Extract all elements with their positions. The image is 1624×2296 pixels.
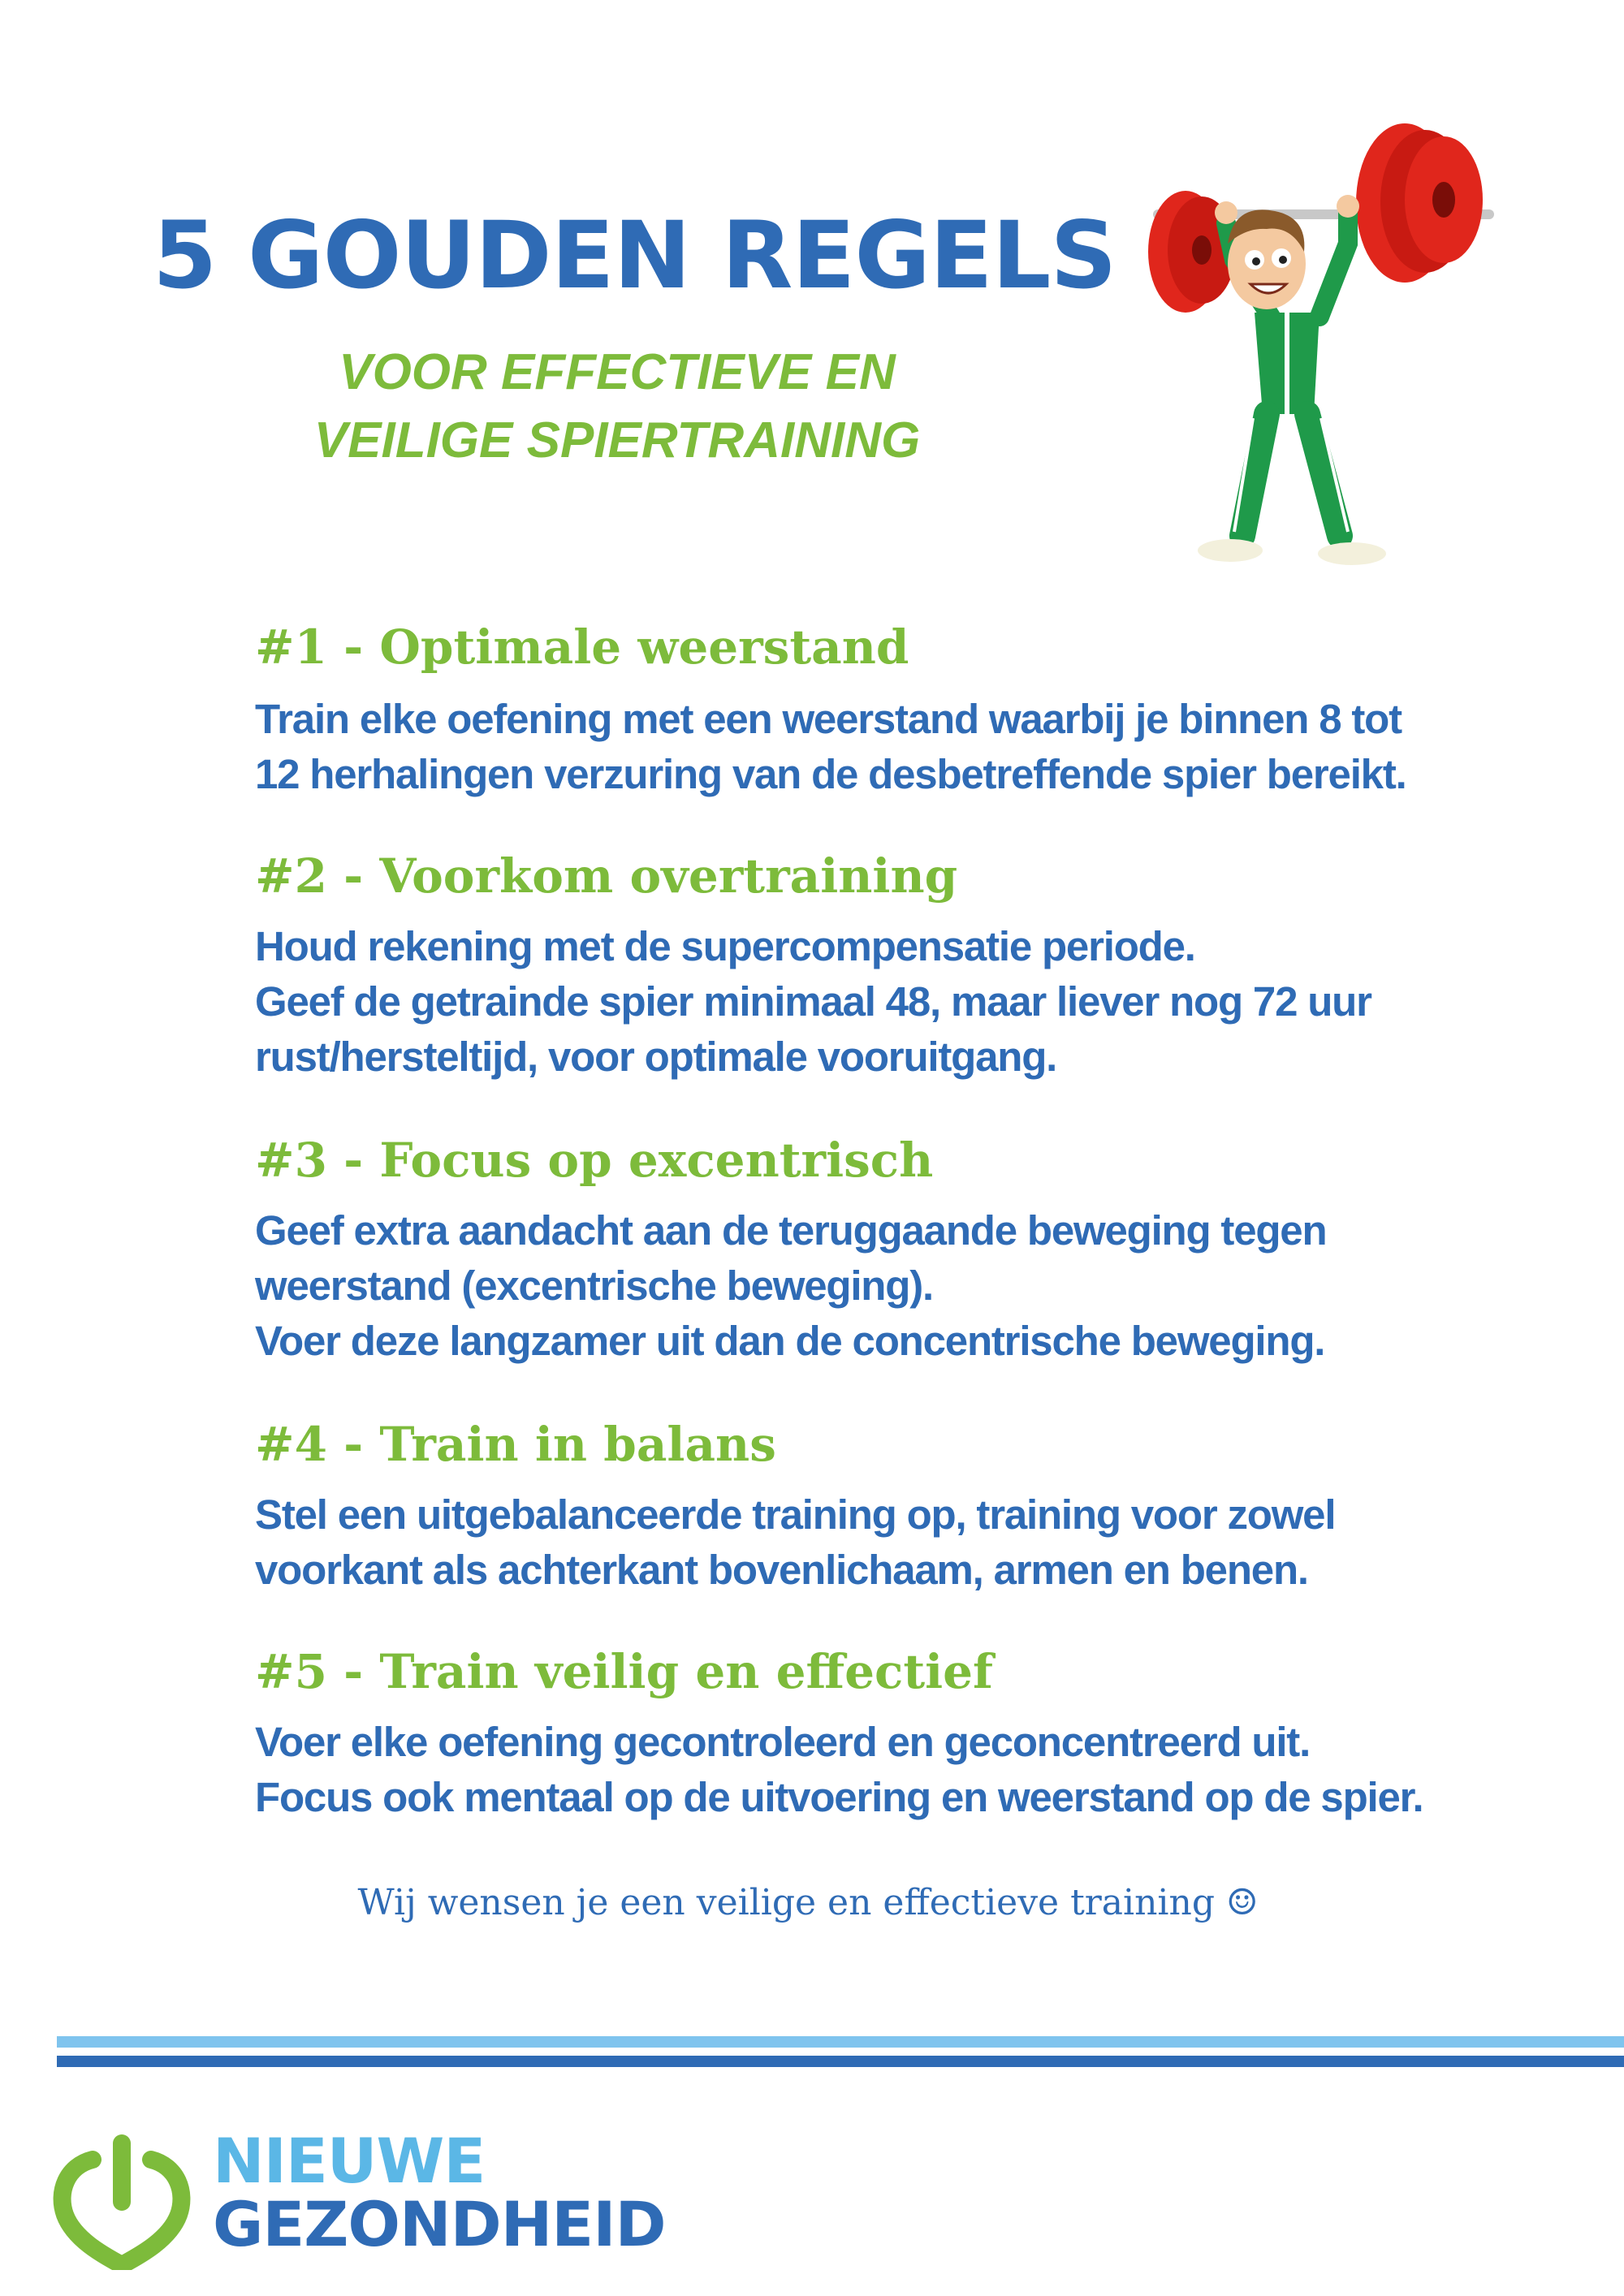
rule-3-line-3: Voer deze langzamer uit dan de concentrische beweging. xyxy=(255,1318,1325,1364)
rule-3-heading: #3 - Focus op excentrisch xyxy=(255,1133,934,1188)
subtitle-line-2: VEILIGE SPIERTRAINING xyxy=(313,412,921,468)
divider-dark xyxy=(57,2056,1624,2067)
rule-3-body xyxy=(255,1203,1424,1369)
rule-1-body xyxy=(255,692,1424,802)
rule-4-line-2: voorkant als achterkant bovenlichaam, armen en benen. xyxy=(255,1547,1308,1593)
rule-1-heading: #1 - Optimale weerstand xyxy=(255,619,909,675)
rule-1-line-1: Train elke oefening met een weerstand waarbij je binnen 8 tot xyxy=(255,696,1402,742)
closing-message: Wij wensen je een veilige en effectieve training ☺ xyxy=(357,1882,1259,1923)
rule-2-body xyxy=(255,919,1424,1085)
rule-2-heading: #2 - Voorkom overtraining xyxy=(255,848,958,904)
rule-4-body xyxy=(255,1487,1424,1598)
subtitle-line-1: VOOR EFFECTIEVE EN xyxy=(339,344,896,400)
logo-text-nieuwe: NIEUWE xyxy=(213,2125,486,2197)
power-heart-icon xyxy=(50,2127,193,2270)
rule-5-line-1: Voer elke oefening gecontroleerd en geconcentreerd uit. xyxy=(255,1719,1311,1765)
page-title: 5 GOUDEN REGELS xyxy=(153,201,1116,309)
weightlifter-icon xyxy=(1104,122,1527,576)
rule-3-line-1: Geef extra aandacht aan de teruggaande beweging tegen xyxy=(255,1207,1327,1254)
rule-3-line-2: weerstand (excentrische beweging). xyxy=(255,1262,933,1309)
rule-5-body xyxy=(255,1715,1424,1825)
rule-1-line-2: 12 herhalingen verzuring van de desbetreffende spier bereikt. xyxy=(255,751,1406,797)
logo-text-gezondheid: GEZONDHEID xyxy=(213,2188,666,2260)
rule-5-line-2: Focus ook mentaal op de uitvoering en weerstand op de spier. xyxy=(255,1774,1423,1820)
divider-light xyxy=(57,2036,1624,2048)
rule-2-line-2: Geef de getrainde spier minimaal 48, maar liever nog 72 uur xyxy=(255,978,1371,1025)
rule-2-line-3: rust/hersteltijd, voor optimale vooruitgang. xyxy=(255,1034,1057,1080)
rule-5-heading: #5 - Train veilig en effectief xyxy=(255,1644,993,1699)
rule-2-line-1: Houd rekening met de supercompensatie periode. xyxy=(255,923,1195,969)
rule-4-heading: #4 - Train in balans xyxy=(255,1417,776,1472)
rule-4-line-1: Stel een uitgebalanceerde training op, training voor zowel xyxy=(255,1491,1336,1538)
